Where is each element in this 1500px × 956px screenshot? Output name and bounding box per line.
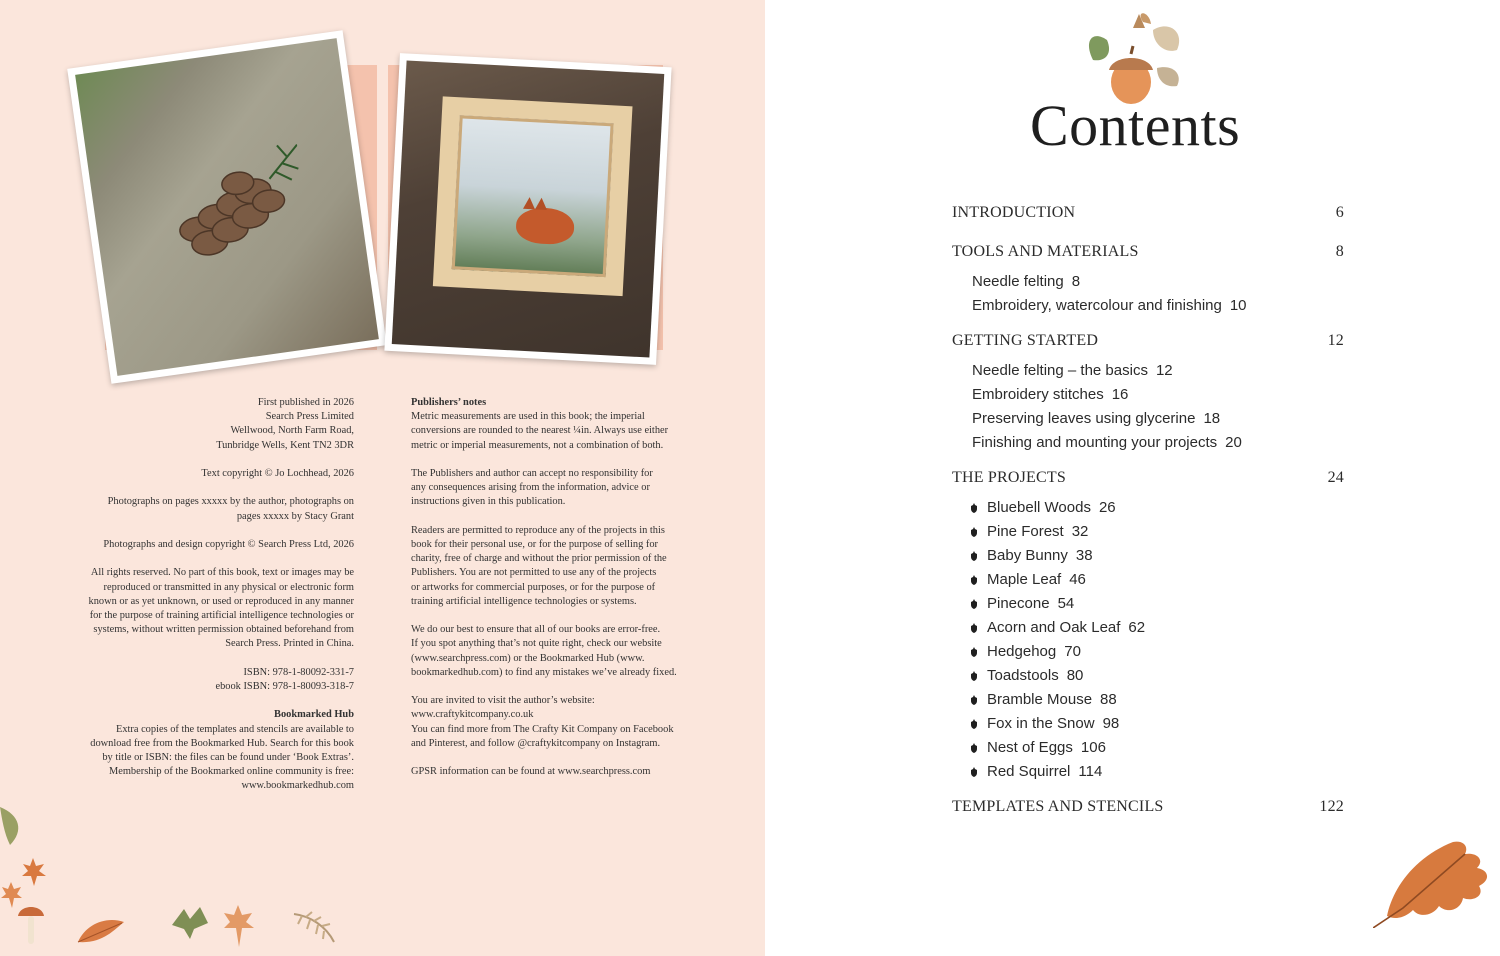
toc-project-item[interactable] xyxy=(970,736,1344,760)
project-label: Baby Bunny xyxy=(987,547,1068,564)
toc-project-item[interactable] xyxy=(970,664,1344,688)
acorn-bullet-icon xyxy=(970,743,978,753)
fox-illustration xyxy=(515,206,575,245)
acorn-bullet-icon xyxy=(970,551,978,561)
project-label: Toadstools xyxy=(987,667,1059,684)
oak-leaf-icon xyxy=(1373,836,1495,928)
project-label: Nest of Eggs xyxy=(987,739,1073,756)
project-page: 54 xyxy=(1057,595,1075,612)
section-title[interactable]: GETTING STARTED xyxy=(952,332,1099,349)
toc-project-item[interactable] xyxy=(970,712,1344,736)
fox-ear xyxy=(523,197,536,210)
project-page: 114 xyxy=(1078,763,1103,780)
toc-project-item[interactable] xyxy=(970,640,1344,664)
toc-project-item[interactable] xyxy=(970,544,1344,568)
project-label: Bluebell Woods xyxy=(987,499,1091,516)
toadstool-icon xyxy=(16,900,46,946)
maple-leaf-icon xyxy=(20,858,46,886)
section-page: 24 xyxy=(1327,469,1344,486)
toc-project-item[interactable] xyxy=(970,760,1344,784)
contents-title: Contents xyxy=(1030,93,1241,158)
toc-project-item[interactable] xyxy=(970,568,1344,592)
pinecone-illustration xyxy=(147,135,312,275)
notes-responsibility: The Publishers and author can accept no responsibility for any consequences arising from the information, advice or instructions given in this publication. xyxy=(411,468,653,508)
acorn-bullet-icon xyxy=(970,767,978,777)
photograph-credits: Photographs on pages xxxxx by the author, photographs on pages xxxxx by Stacy Grant xyxy=(107,496,354,522)
maple-leaf-icon xyxy=(222,905,254,947)
project-label: Maple Leaf xyxy=(987,571,1062,588)
table-of-contents xyxy=(952,204,1344,822)
project-page: 88 xyxy=(1100,691,1117,708)
project-page: 38 xyxy=(1075,547,1093,564)
right-page xyxy=(765,0,1500,956)
toc-item[interactable]: Finishing and mounting your projects 20 xyxy=(972,434,1242,451)
project-page: 80 xyxy=(1066,667,1084,684)
acorn-bullet-icon xyxy=(970,527,978,537)
section-page: 6 xyxy=(1335,204,1344,221)
toc-section-templates-and-stencils xyxy=(952,798,1344,822)
toc-item[interactable]: Needle felting – the basics 12 xyxy=(972,362,1173,379)
hub-text: Extra copies of the templates and stencils are available to download free from the Bookmarked Hub. Search for this book by title or ISBN: the files can be found under ‘Book Extras’. Membership of the Bookmarked online community is free: www.bookmarkedhub.com xyxy=(90,723,354,792)
wooden-frame xyxy=(433,96,633,296)
toc-project-item[interactable] xyxy=(970,616,1344,640)
design-copyright: Photographs and design copyright © Search Press Ltd, 2026 xyxy=(103,538,354,550)
project-label: Pine Forest xyxy=(987,523,1064,540)
publishers-notes-column xyxy=(411,396,711,794)
project-page: 62 xyxy=(1128,619,1146,636)
green-leaf-icon xyxy=(170,905,210,939)
acorn-bullet-icon xyxy=(970,575,978,585)
notes-heading: Publishers’ notes xyxy=(411,397,487,408)
section-page: 8 xyxy=(1335,243,1344,260)
toc-project-item[interactable] xyxy=(970,496,1344,520)
project-label: Pinecone xyxy=(987,595,1050,612)
toc-item[interactable]: Needle felting 8 xyxy=(972,273,1081,290)
rights-notice: All rights reserved. No part of this book, text or images may be reproduced or transmitted in any physical or electronic form known or as yet unknown, or used or reproduced in any manner for the purpose of training artificial intelligence technologies or systems, without written permission obtained beforehand from Search Press. Printed in China. xyxy=(88,567,354,650)
isbn-info: ISBN: 978-1-80092-331-7 ebook ISBN: 978-1-80093-318-7 xyxy=(215,666,354,692)
project-page: 98 xyxy=(1102,715,1120,732)
project-label: Fox in the Snow xyxy=(987,715,1095,732)
toc-project-item[interactable] xyxy=(970,688,1344,712)
section-page: 12 xyxy=(1327,332,1344,349)
section-title[interactable]: TEMPLATES AND STENCILS xyxy=(952,798,1164,815)
project-label: Bramble Mouse xyxy=(987,691,1093,708)
toc-project-item[interactable] xyxy=(970,520,1344,544)
project-page: 26 xyxy=(1098,499,1116,516)
toc-section-tools-and-materials xyxy=(952,243,1344,318)
section-title[interactable]: INTRODUCTION xyxy=(952,204,1076,221)
notes-author-website: You are invited to visit the author’s website: www.craftykitcompany.co.uk You can find more from The Crafty Kit Company on Facebook and Pinterest, and follow @craftykitcompany on Instagram. xyxy=(411,695,674,749)
fox-ear xyxy=(535,197,548,210)
fern-leaf-icon xyxy=(292,910,336,944)
toc-section-getting-started xyxy=(952,332,1344,455)
acorn-bullet-icon xyxy=(970,503,978,513)
project-label: Red Squirrel xyxy=(987,763,1071,780)
oak-leaf-icon xyxy=(76,914,126,948)
section-title[interactable]: TOOLS AND MATERIALS xyxy=(952,243,1139,260)
toc-item[interactable]: Embroidery stitches 16 xyxy=(972,386,1129,403)
acorn-bullet-icon xyxy=(970,695,978,705)
acorn-bullet-icon xyxy=(970,647,978,657)
acorn-bullet-icon xyxy=(970,599,978,609)
project-label: Hedgehog xyxy=(987,643,1057,660)
toc-section-the-projects xyxy=(952,469,1344,784)
text-copyright: Text copyright © Jo Lochhead, 2026 xyxy=(201,468,354,479)
pinecone-embroidery-photo xyxy=(67,30,387,384)
project-page: 70 xyxy=(1064,643,1081,660)
section-title[interactable]: THE PROJECTS xyxy=(952,469,1066,486)
project-page: 32 xyxy=(1071,523,1089,540)
hub-heading: Bookmarked Hub xyxy=(274,709,354,721)
project-page: 106 xyxy=(1080,739,1106,756)
section-page: 122 xyxy=(1319,798,1344,815)
toc-section-introduction xyxy=(952,204,1344,228)
project-label: Acorn and Oak Leaf xyxy=(987,619,1121,636)
acorn-bullet-icon xyxy=(970,671,978,681)
acorn-bullet-icon xyxy=(970,623,978,633)
toc-item[interactable]: Embroidery, watercolour and finishing 10 xyxy=(972,297,1247,314)
publication-info: First published in 2026 Search Press Limited Wellwood, North Farm Road, Tunbridge Wells, Kent TN2 3DR xyxy=(216,397,354,451)
notes-errors: We do our best to ensure that all of our books are error-free. If you spot anything that’s not quite right, check our website (www.searchpress.com) or the Bookmarked Hub (www. bookmarkedhub.com) to find any mistakes we’ve already fixed. xyxy=(411,624,677,678)
project-page: 46 xyxy=(1069,571,1086,588)
credits-column xyxy=(50,396,354,808)
notes-reproduction: Readers are permitted to reproduce any of the projects in this book for their personal use, or for the purpose of selling for charity, free of charge and without the prior permission of the Publishers. You are not permitted to use any of the projects or artworks for commercial purposes, or for the purpose of training artificial intelligence technologies or systems. xyxy=(411,524,667,607)
notes-measurements: Metric measurements are used in this book; the imperial conversions are rounded to the nearest ¼in. Always use either metric or imperial measurements, not a combination of both. xyxy=(411,411,669,451)
acorn-bullet-icon xyxy=(970,719,978,729)
fox-frame-photo xyxy=(384,53,671,365)
toc-item[interactable]: Preserving leaves using glycerine 18 xyxy=(972,410,1221,427)
notes-gpsr: GPSR information can be found at www.searchpress.com xyxy=(411,766,651,778)
toc-project-item[interactable] xyxy=(970,592,1344,616)
green-leaf-icon xyxy=(0,805,26,847)
